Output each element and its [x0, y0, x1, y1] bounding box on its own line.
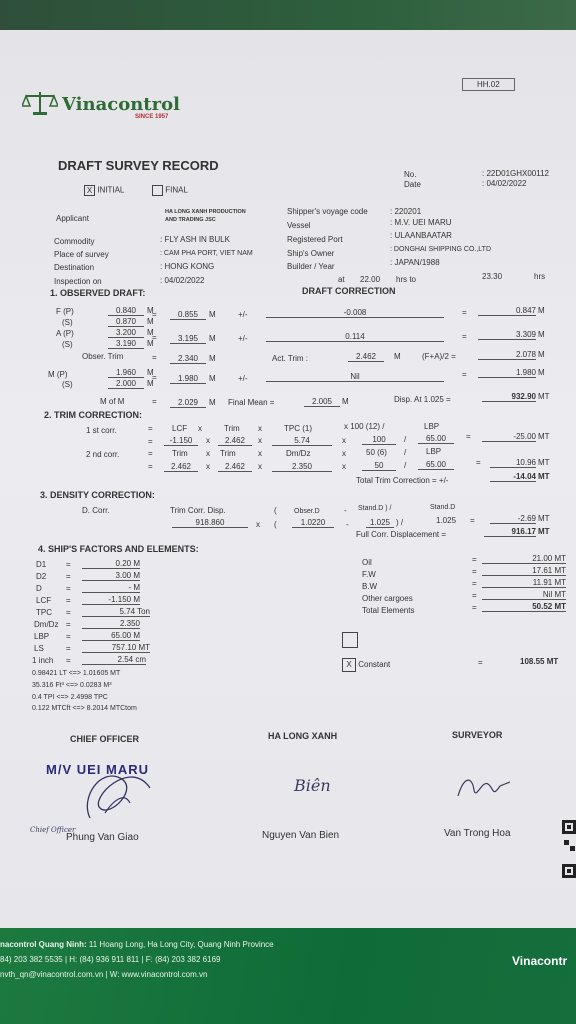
no-value: : 22D01GHX00112 — [482, 169, 550, 178]
disp-unit: MT — [538, 392, 550, 401]
slash-1: / — [404, 435, 407, 444]
owner-label: Ship's Owner — [287, 249, 335, 258]
trim-disp-value: 918.860 — [172, 518, 248, 528]
tpc-col-label: TPC (1) — [284, 424, 312, 433]
constant-label: Constant — [358, 660, 391, 670]
act-trim-label: Act. Trim : — [272, 354, 308, 363]
as-label: (S) — [62, 340, 73, 349]
full-corr-value: 916.17 — [484, 527, 536, 537]
bw-eq: = — [472, 579, 477, 588]
tpc-factor-value: 5.74 Ton — [82, 607, 150, 617]
page-title: DRAFT SURVEY RECORD — [58, 158, 219, 173]
form-code: HH.02 — [462, 78, 515, 91]
trim-col-label: Trim — [224, 424, 240, 433]
qr-code-icon — [562, 820, 576, 880]
m-eq2: = — [462, 370, 467, 379]
footer-email[interactable]: nvth_qn@vinacontrol.com.vn | W: www.vinacontrol.com.vn — [0, 970, 208, 979]
factors-heading: 4. SHIP'S FACTORS AND ELEMENTS: — [38, 544, 199, 554]
oil-value: 21.00 MT — [482, 554, 566, 564]
x-6: x — [206, 449, 210, 458]
obser-trim-label: Obser. Trim — [82, 352, 124, 361]
ms-unit: M — [147, 379, 154, 388]
first-result: -25.00 — [482, 432, 536, 442]
a-mean: 3.195 — [170, 334, 206, 344]
lbp-value: 65.00 — [418, 434, 454, 444]
voyage-value: : 220201 — [390, 207, 422, 216]
x-10: x — [258, 462, 262, 471]
fa2-label: (F+A)/2 = — [422, 352, 456, 361]
trim3-col-label: Trim — [220, 449, 236, 458]
ls-label: LS — [34, 644, 44, 653]
place-label: Place of survey — [54, 250, 109, 259]
fp-label: F (P) — [56, 307, 74, 316]
date-label: Date — [404, 180, 421, 189]
chief-officer-label: CHIEF OFFICER — [70, 734, 139, 744]
fp-unit: M — [147, 306, 154, 315]
footer — [0, 928, 576, 1024]
inspection-value: : 04/02/2022 — [160, 276, 205, 285]
observed-heading: 1. OBSERVED DRAFT: — [50, 288, 146, 298]
dcorr-label: D. Corr. — [82, 506, 110, 515]
total-elements-value: 50.52 MT — [482, 602, 566, 612]
mp-value: 1.960 — [108, 368, 144, 378]
act-trim-value: 2.462 — [348, 352, 384, 362]
x-3: x — [206, 436, 210, 445]
applicant-value-1: HA LONG XANH PRODUCTION — [165, 209, 246, 215]
fw-value: 17.61 MT — [482, 566, 566, 576]
fs-value: 0.870 — [108, 317, 144, 327]
vinacontrol-logo — [22, 90, 58, 121]
x-2: x — [258, 424, 262, 433]
m-result: 1.980 — [478, 368, 536, 378]
initial-label: INITIAL — [97, 185, 125, 195]
voyage-label: Shipper's voyage code — [287, 207, 368, 216]
lcf-label: LCF — [36, 596, 52, 605]
tpc-label: TPC — [36, 608, 52, 617]
conversion-4: 0.122 MTCft <=> 8.2014 MTCtom — [32, 705, 137, 712]
a-mean-unit: M — [209, 334, 216, 343]
total-trim-label: Total Trim Correction = +/- — [356, 476, 449, 485]
final-checkbox[interactable] — [152, 185, 163, 196]
fp-value: 0.840 — [108, 306, 144, 316]
oil-eq: = — [472, 555, 477, 564]
conversion-2: 35.316 Ft³ <=> 0.0283 M³ — [32, 682, 112, 689]
company-signature: Biên — [294, 776, 331, 795]
final-mean-unit: M — [342, 397, 349, 406]
footer-branch: nacontrol Quang Ninh: — [0, 940, 87, 949]
other-cargoes-value: Nil MT — [482, 590, 566, 600]
initial-option[interactable] — [84, 185, 124, 196]
applicant-value-2: AND TRADING JSC — [165, 217, 216, 223]
conversion-1: 0.98421 LT <=> 1.01605 MT — [32, 670, 121, 677]
at-to: 23.30 — [482, 272, 503, 281]
constant-eq: = — [478, 658, 483, 667]
chief-officer-name: Phung Van Giao — [66, 832, 139, 843]
at-label: at — [338, 275, 345, 284]
trim-heading: 2. TRIM CORRECTION: — [44, 410, 142, 420]
scales-icon — [22, 90, 58, 116]
port-value: : ULAANBAATAR — [390, 231, 452, 240]
at-from: 22.00 — [360, 275, 381, 284]
other-eq: = — [472, 591, 477, 600]
tpc-eq: = — [66, 608, 71, 617]
x-1: x — [198, 424, 202, 433]
dmdz-col-label: Dm/Dz — [286, 449, 311, 458]
a-pm: +/- — [238, 334, 248, 343]
trim2b-value: 2.462 — [218, 462, 252, 472]
port-label: Registered Port — [287, 235, 343, 244]
trim2a-value: 2.462 — [164, 462, 198, 472]
date-value: : 04/02/2022 — [482, 179, 527, 188]
second-result: 10.96 — [490, 458, 536, 468]
dmdz-value: 2.350 — [272, 462, 332, 472]
as-unit: M — [147, 339, 154, 348]
stamp-subtitle: Chief Officer — [30, 826, 76, 834]
dash-1: - — [344, 506, 347, 515]
lbp-eq: = — [66, 632, 71, 641]
first-result-unit: MT — [538, 432, 550, 441]
d-label: D — [36, 584, 42, 593]
density-result-unit: MT — [538, 514, 550, 523]
a-result: 3.309 — [478, 330, 536, 340]
mp-unit: M — [147, 368, 154, 377]
inch-label: 1 inch — [32, 656, 54, 665]
x-4: x — [258, 436, 262, 445]
trim-eq: = — [152, 353, 157, 362]
first-eq: = — [148, 424, 153, 433]
surveyor-signature — [454, 770, 514, 804]
second-result-unit: MT — [538, 458, 550, 467]
first-corr-label: 1 st corr. — [86, 426, 117, 435]
dmdz-label: Dm/Dz — [34, 620, 59, 629]
fs-unit: M — [147, 317, 154, 326]
second-res-eq: = — [476, 458, 481, 467]
vessel-label: Vessel — [287, 221, 311, 230]
lcf-col-label: LCF — [172, 424, 188, 433]
m-correction: Nil — [266, 372, 444, 382]
hrs-label: hrs — [534, 272, 546, 281]
fw-label: F.W — [362, 570, 376, 579]
disp-label: Disp. At 1.025 = — [394, 395, 451, 404]
f-result: 0.847 — [478, 306, 536, 316]
lcf-factor-value: -1.150 M — [82, 595, 140, 605]
lbp2-value: 65.00 — [418, 460, 454, 470]
as-value: 3.190 — [108, 339, 144, 349]
owner-value: : DONGHAI SHIPPING CO.,LTD — [390, 246, 491, 253]
logo-since: SINCE 1957 — [135, 114, 169, 120]
mofm-value: 2.029 — [170, 398, 206, 408]
logo-text: Vinacontrol — [62, 94, 180, 115]
hrs-to: hrs to — [396, 275, 417, 284]
company-rep-name: Nguyen Van Bien — [262, 830, 340, 841]
full-corr-label: Full Corr. Displacement = — [356, 530, 447, 539]
m-pm: +/- — [238, 374, 248, 383]
surveyor-label: SURVEYOR — [452, 730, 503, 740]
f-mean: 0.855 — [170, 310, 206, 320]
density-result: -2.69 — [490, 514, 536, 524]
first-res-eq: = — [466, 432, 471, 441]
dmdz-factor-value: 2.350 — [82, 619, 140, 629]
tpc-value: 5.74 — [272, 436, 332, 446]
no-label: No. — [404, 170, 417, 179]
stand-d2-value: 1.025 — [436, 516, 457, 525]
ls-eq: = — [66, 644, 71, 653]
final-mean-value: 2.005 — [304, 397, 340, 407]
slash-2: / — [404, 448, 407, 457]
dash-2: - — [346, 520, 349, 529]
lcf-value: -1.150 — [164, 436, 198, 446]
fs-label: (S) — [62, 318, 73, 327]
footer-address — [0, 940, 274, 949]
conversion-3: 0.4 TPI <=> 2.4998 TPC — [32, 694, 108, 701]
final-label: FINAL — [165, 185, 188, 195]
d1-eq: = — [66, 560, 71, 569]
stand-d-close: ) / — [396, 518, 404, 527]
lbp-col-label: LBP — [424, 422, 440, 431]
obser-d-value: 1.0220 — [292, 518, 334, 528]
ap-unit: M — [147, 328, 154, 337]
f-correction: -0.008 — [266, 308, 444, 318]
paren-1: ( — [274, 506, 277, 515]
ap-label: A (P) — [56, 329, 74, 338]
constant-value: 108.55 MT — [520, 657, 559, 666]
m-result-unit: M — [538, 368, 545, 377]
applicant-label: Applicant — [56, 214, 89, 223]
commodity-label: Commodity — [54, 237, 95, 246]
trim1-value: 2.462 — [218, 436, 252, 446]
commodity-value: : FLY ASH IN BULK — [160, 235, 230, 244]
constant-option[interactable] — [342, 658, 390, 672]
f-result-unit: M — [538, 306, 545, 315]
other-cargoes-label: Other cargoes — [362, 594, 413, 603]
f-eq: = — [152, 310, 157, 319]
survey-document — [0, 30, 576, 1024]
first-eq2: = — [148, 437, 153, 446]
trim-disp-label: Trim Corr. Disp. — [170, 506, 226, 515]
fw-eq: = — [472, 567, 477, 576]
destination-value: : HONG KONG — [160, 262, 215, 271]
final-option[interactable] — [152, 185, 188, 196]
full-corr-unit: MT — [538, 527, 550, 536]
disp-value: 932.90 — [482, 392, 536, 402]
initial-checkbox[interactable]: X — [84, 185, 95, 196]
footer-phone: 84) 203 382 5535 | H: (84) 936 911 811 | F: (84) 203 382 6169 — [0, 955, 221, 964]
constant-checkbox[interactable]: X — [342, 658, 356, 672]
d2-value: 3.00 M — [82, 571, 140, 581]
bw-label: B.W — [362, 582, 378, 591]
act-trim-unit: M — [394, 352, 401, 361]
mofm-label: M of M — [100, 397, 125, 406]
builder-label: Builder / Year — [287, 262, 335, 271]
stand-d-label: Stand.D ) / — [358, 505, 392, 512]
x-5: x — [342, 436, 346, 445]
ms-label: (S) — [62, 380, 73, 389]
ap-value: 3.200 — [108, 328, 144, 338]
slash-3: / — [404, 461, 407, 470]
total-trim-unit: MT — [538, 472, 550, 481]
inch-value: 2.54 cm — [82, 655, 146, 665]
bw-value: 11.91 MT — [482, 578, 566, 588]
density-heading: 3. DENSITY CORRECTION: — [40, 490, 155, 500]
stand-d2-label: Stand.D — [430, 504, 456, 511]
x-9: x — [206, 462, 210, 471]
f-pm: +/- — [238, 310, 248, 319]
final-mean-label: Final Mean = — [228, 398, 275, 407]
surveyor-name: Van Trong Hoa — [444, 828, 511, 839]
a-eq: = — [152, 333, 157, 342]
d-value: - M — [82, 583, 140, 593]
inch-eq: = — [66, 656, 71, 665]
trim2-col-label: Trim — [172, 449, 188, 458]
mp-label: M (P) — [48, 370, 68, 379]
d2-eq: = — [66, 572, 71, 581]
second-eq2: = — [148, 462, 153, 471]
total-elements-label: Total Elements — [362, 606, 415, 615]
footer-brand: Vinacontr — [512, 954, 568, 968]
d1-label: D1 — [36, 560, 47, 569]
second-eq: = — [148, 449, 153, 458]
m-mean: 1.980 — [170, 374, 206, 384]
company-label: HA LONG XANH — [268, 731, 338, 741]
stand-d-value: 1.025 — [366, 518, 394, 528]
obser-d-label: Obser.D — [294, 508, 320, 515]
vessel-value: : M.V. UEI MARU — [390, 218, 452, 227]
f-eq2: = — [462, 308, 467, 317]
ms-value: 2.000 — [108, 379, 144, 389]
x100-value: 100 — [362, 435, 396, 445]
d2-label: D2 — [36, 572, 47, 581]
draft-correction-heading: DRAFT CORRECTION — [302, 286, 396, 296]
footer-address-text: 11 Hoang Long, Ha Long City, Quang Ninh Province — [86, 940, 274, 949]
a-correction: 0.114 — [266, 332, 444, 342]
density-eq: = — [470, 516, 475, 525]
x50-col-label: 50 (6) — [366, 448, 387, 457]
fa2-result: 2.078 — [478, 350, 536, 360]
lbp-label: LBP — [34, 632, 50, 641]
obser-trim-value: 2.340 — [170, 354, 206, 364]
x50-value: 50 — [362, 461, 396, 471]
mofm-unit: M — [209, 398, 216, 407]
f-mean-unit: M — [209, 310, 216, 319]
vessel-stamp: M/V UEI MARU — [46, 762, 149, 777]
dmdz-eq: = — [66, 620, 71, 629]
ls-factor-value: 757.10 MT — [82, 643, 150, 653]
builder-value: : JAPAN/1988 — [390, 258, 440, 267]
d-eq: = — [66, 584, 71, 593]
m-mean-unit: M — [209, 374, 216, 383]
lbp-factor-value: 65.00 M — [82, 631, 140, 641]
x-8: x — [342, 449, 346, 458]
paren-2: ( — [274, 520, 277, 529]
second-corr-label: 2 nd corr. — [86, 450, 120, 459]
x-d: x — [256, 520, 260, 529]
total-eq: = — [472, 603, 477, 612]
a-result-unit: M — [538, 330, 545, 339]
obser-trim-unit: M — [209, 354, 216, 363]
m-eq: = — [152, 373, 157, 382]
destination-label: Destination — [54, 263, 95, 272]
fa2-unit: M — [538, 350, 545, 359]
total-trim-value: -14.04 — [490, 472, 536, 482]
place-value: : CAM PHA PORT, VIET NAM — [160, 250, 253, 257]
x-7: x — [258, 449, 262, 458]
mofm-eq: = — [152, 397, 157, 406]
lbp2-col-label: LBP — [426, 447, 442, 456]
lcf-eq: = — [66, 596, 71, 605]
chief-officer-signature — [70, 748, 160, 828]
d1-value: 0.20 M — [82, 559, 140, 569]
x100-col-label: x 100 (12) / — [344, 422, 385, 431]
inspection-label: Inspection on — [54, 277, 102, 286]
oil-label: Oil — [362, 558, 372, 567]
empty-checkbox[interactable] — [342, 632, 358, 648]
a-eq2: = — [462, 332, 467, 341]
x-11: x — [342, 462, 346, 471]
